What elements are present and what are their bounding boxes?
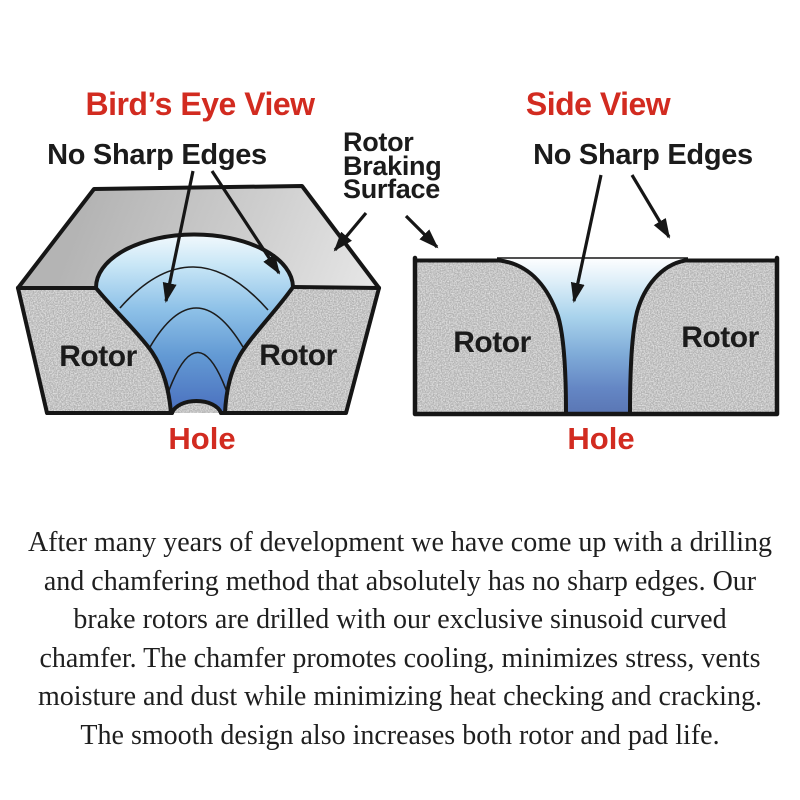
rotor-label-birdseye-left: Rotor xyxy=(59,340,137,373)
hole-label-birdseye: Hole xyxy=(168,421,236,456)
rotor-braking-surface-label xyxy=(343,127,442,204)
paragraph-line: The smooth design also increases both rotor and pad life. xyxy=(80,719,720,751)
arrow-nse-right-to-corner xyxy=(632,175,669,237)
rotor-braking-surface-line1: Rotor xyxy=(343,127,414,157)
birdseye-block xyxy=(18,186,379,413)
paragraph-line: and chamfering method that absolutely has no sharp edges. Our xyxy=(43,565,757,597)
no-sharp-edges-label-left: No Sharp Edges xyxy=(47,139,267,171)
paragraph-line: After many years of development we have come up with a drilling xyxy=(27,527,773,558)
no-sharp-edges-label-right: No Sharp Edges xyxy=(533,139,753,171)
rotor-braking-surface-line3: Surface xyxy=(343,174,440,204)
rotor-label-birdseye-right: Rotor xyxy=(259,339,337,372)
rotor-label-sideview-right: Rotor xyxy=(681,321,759,354)
paragraph-line: chamfer. The chamfer promotes cooling, minimizes stress, vents xyxy=(39,642,761,674)
rotor-braking-surface-line2: Braking xyxy=(343,150,442,181)
arrow-braking-surface-to-sideview xyxy=(406,216,437,247)
hole-label-sideview: Hole xyxy=(567,421,635,456)
paragraph-line: brake rotors are drilled with our exclusive sinusoid curved xyxy=(73,604,727,635)
birdseye-title: Bird’s Eye View xyxy=(85,86,315,122)
description-paragraph xyxy=(0,524,800,755)
arrow-braking-surface-to-birdseye xyxy=(335,213,366,250)
paragraph-line: moisture and dust while minimizing heat checking and cracking. xyxy=(38,681,762,712)
rotor-label-sideview-left: Rotor xyxy=(453,326,531,359)
sideview-title: Side View xyxy=(525,86,671,122)
